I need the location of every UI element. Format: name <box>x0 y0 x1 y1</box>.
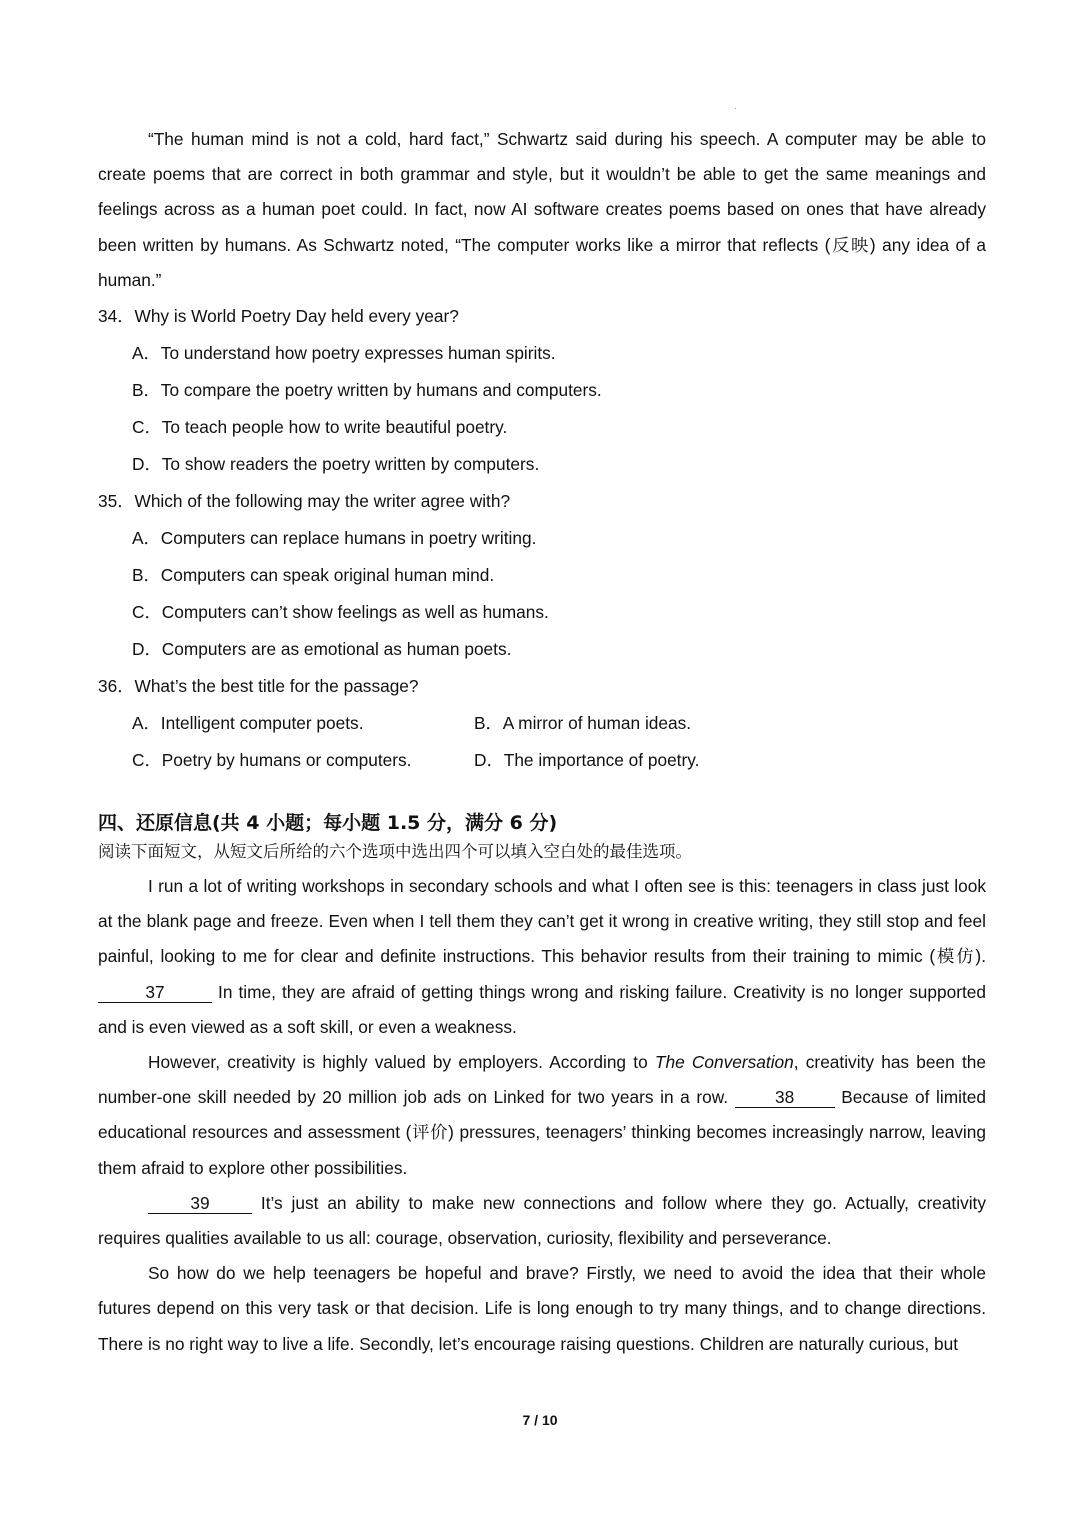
option-row <box>98 742 986 779</box>
passage-paragraph <box>98 869 986 1045</box>
paragraph-text: I run a lot of writing workshops in secondary schools and what I often see is this: teenagers in class just look at the blank page and freeze. Even when I tell them they can’t get it wrong in creative writing, they still stop and feel painful, looking to me for clear and definite instructions. This behavior results from their training to mimic (模仿). <box>98 876 986 967</box>
question-stem: 34．Why is World Poetry Day held every year? <box>98 306 459 327</box>
passage-paragraph: So how do we help teenagers be hopeful and brave? Firstly, we need to avoid the idea that their whole futures depend on this very task or that decision. Life is long enough to try many things, and to change directions. There is no right way to live a life. Secondly, let’s encourage raising questions. Children are naturally curious, but <box>98 1263 986 1354</box>
option-c: C．Poetry by humans or computers. <box>132 750 412 771</box>
section-title: 四、还原信息(共 4 小题；每小题 1.5 分，满分 6 分) <box>98 812 558 835</box>
paragraph-text: In time, they are afraid of getting things wrong and risking failure. Creativity is no longer supported and is even viewed as a soft skill, or even a weakness. <box>98 981 986 1037</box>
document-page <box>98 122 986 1362</box>
option-c: C．To teach people how to write beautiful poetry. <box>132 417 508 438</box>
scan-dot <box>735 108 736 109</box>
option-b: B．To compare the poetry written by humans and computers. <box>132 380 602 401</box>
option-d: D．To show readers the poetry written by computers. <box>132 454 540 475</box>
question-35 <box>98 483 986 668</box>
section-instruction: 阅读下面短文，从短文后所给的六个选项中选出四个可以填入空白处的最佳选项。 <box>98 842 692 862</box>
option-b: B．Computers can speak original human mind. <box>132 565 495 586</box>
paragraph-text: Because of limited educational resources and assessment (评价) pressures, teenagers’ thinking becomes increasingly narrow, leaving them afraid to explore other possibilities. <box>98 1087 986 1178</box>
passage-paragraph <box>98 1045 986 1186</box>
option-c: C．Computers can’t show feelings as well as humans. <box>132 602 549 623</box>
option-a: A．Intelligent computer poets. <box>132 713 364 734</box>
paragraph-text: It’s just an ability to make new connections and follow where they go. Actually, creativity requires qualities available to us all: courage, observation, curiosity, flexibility and perseverance. <box>98 1192 986 1249</box>
paragraph-text: However, creativity is highly valued by employers. According to <box>148 1052 655 1073</box>
page-number: 7 / 10 <box>522 1412 558 1428</box>
option-a: A．To understand how poetry expresses human spirits. <box>132 343 556 364</box>
option-b: B．A mirror of human ideas. <box>474 713 692 734</box>
question-34 <box>98 298 986 483</box>
blank-38: 38 <box>735 1087 835 1108</box>
paragraph-text: , creativity has been the number-one skill needed by 20 million job ads on Linked for two years in a row. <box>98 1052 986 1108</box>
option-d: D．Computers are as emotional as human poets. <box>132 639 512 660</box>
publication-title: The Conversation <box>654 1052 794 1073</box>
passage-paragraph: “The human mind is not a cold, hard fact,” Schwartz said during his speech. A computer may be able to create poems that are correct in both grammar and style, but it wouldn’t be able to get the same meanings and feelings across as a human poet could. In fact, now AI software creates poems based on ones that have already been written by humans. As Schwartz noted, “The computer works like a mirror that reflects (反映) any idea of a human.” <box>98 129 986 290</box>
question-stem: 35．Which of the following may the writer agree with? <box>98 491 511 512</box>
blank-37: 37 <box>98 982 212 1003</box>
passage-paragraph <box>98 1186 986 1256</box>
option-a: A．Computers can replace humans in poetry writing. <box>132 528 537 549</box>
blank-39: 39 <box>148 1193 252 1214</box>
question-36 <box>98 668 986 779</box>
option-row <box>98 705 986 742</box>
question-stem: 36．What’s the best title for the passage? <box>98 676 419 697</box>
option-d: D．The importance of poetry. <box>474 750 700 771</box>
